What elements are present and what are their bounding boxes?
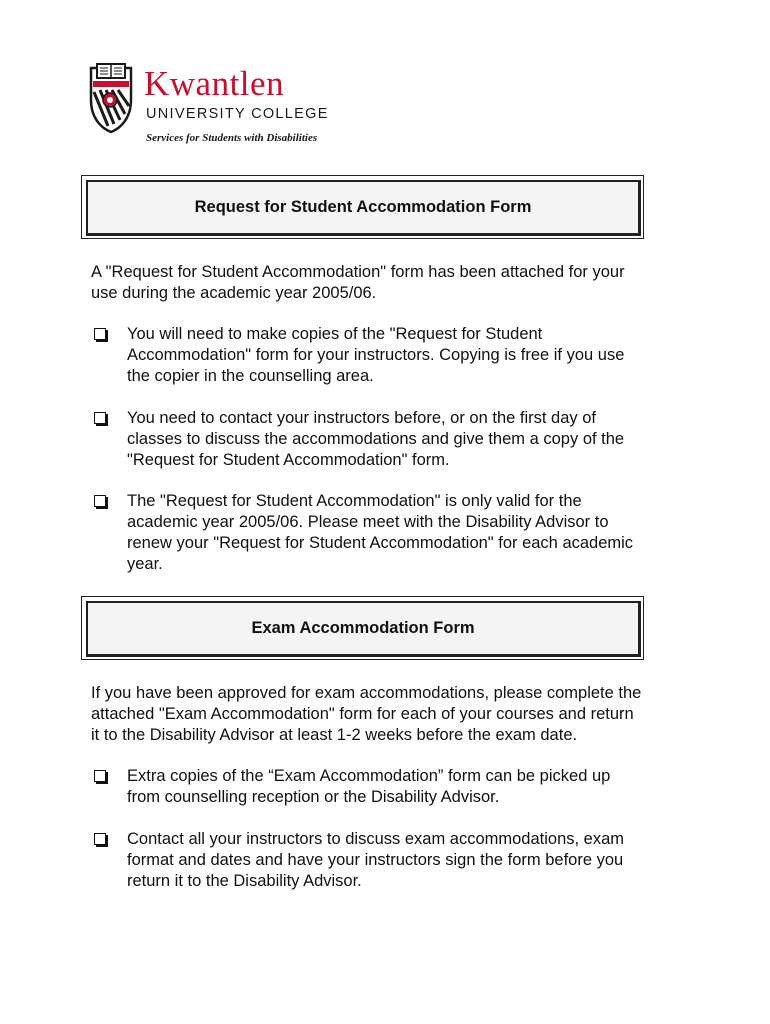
section2-intro-line3: it to the Disability Advisor at least 1-2 weeks before the exam date. xyxy=(91,726,578,744)
section2-title: Exam Accommodation Form xyxy=(251,619,475,637)
bullet-line: year. xyxy=(127,555,163,573)
checkbox-icon xyxy=(94,833,106,845)
bullet-line: the copier in the counselling area. xyxy=(127,367,374,385)
section2-intro-line2: attached "Exam Accommodation" form for each of your courses and return xyxy=(91,705,634,723)
section1-intro-line1: A "Request for Student Accommodation" form has been attached for your xyxy=(91,263,625,281)
bullet-line: Contact all your instructors to discuss exam accommodations, exam xyxy=(127,830,625,848)
bullet-line: academic year 2005/06. Please meet with the Disability Advisor to xyxy=(127,513,609,531)
bullet-line: You need to contact your instructors before, or on the first day of xyxy=(127,409,596,427)
logo-wordmark: Kwantlen xyxy=(144,64,285,103)
crest-icon xyxy=(88,62,134,134)
logo-subtitle: UNIVERSITY COLLEGE xyxy=(146,106,329,122)
bullet-line: You will need to make copies of the "Request for Student xyxy=(127,325,543,343)
section2-intro xyxy=(91,683,691,746)
section1-intro xyxy=(91,262,691,304)
checkbox-icon xyxy=(94,412,106,424)
kwantlen-logo xyxy=(88,62,348,152)
bullet-line: format and dates and have your instructors sign the form before you xyxy=(127,851,624,869)
section1-intro-line2: use during the academic year 2005/06. xyxy=(91,284,377,302)
bullet-line: Extra copies of the “Exam Accommodation” form can be picked up xyxy=(127,767,611,785)
section2-title-box xyxy=(81,596,644,660)
bullet-line: Accommodation" form for your instructors. Copying is free if you use xyxy=(127,346,625,364)
section2-intro-line1: If you have been approved for exam accommodations, please complete the xyxy=(91,684,642,702)
bullet-line: renew your "Request for Student Accommodation" for each academic xyxy=(127,534,634,552)
section1-title: Request for Student Accommodation Form xyxy=(194,198,532,216)
checkbox-icon xyxy=(94,495,106,507)
bullet-line: return it to the Disability Advisor. xyxy=(127,872,362,890)
checkbox-icon xyxy=(94,770,106,782)
bullet-line: from counselling reception or the Disability Advisor. xyxy=(127,788,500,806)
section1-title-box xyxy=(81,175,644,239)
bullet-line: The "Request for Student Accommodation" is only valid for the xyxy=(127,492,582,510)
bullet-line: classes to discuss the accommodations and give them a copy of the xyxy=(127,430,625,448)
bullet-line: "Request for Student Accommodation" form. xyxy=(127,451,450,469)
checkbox-icon xyxy=(94,328,106,340)
logo-tagline: Services for Students with Disabilities xyxy=(146,132,318,144)
